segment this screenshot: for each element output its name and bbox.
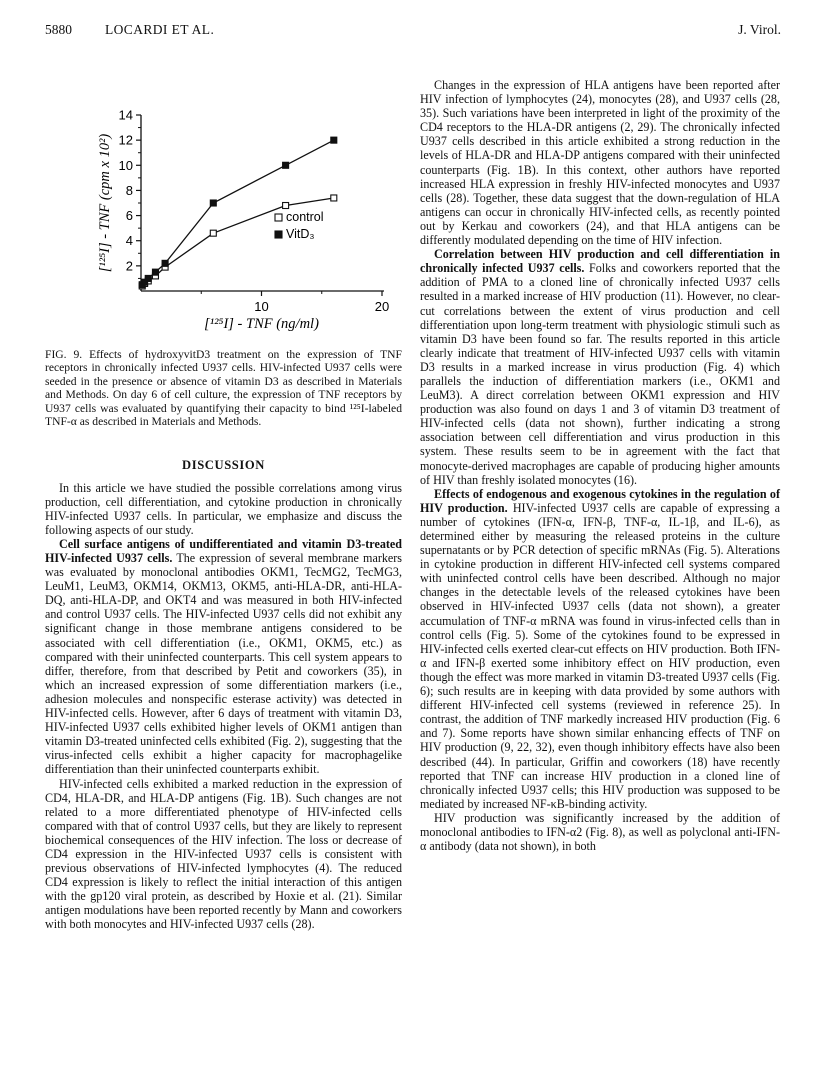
control-point: [331, 195, 337, 201]
paragraph-ifn-antibodies: HIV production was significantly increased by the addition of monoclonal antibodies to IFN-α2 (Fig. 8), as well as polyclonal anti-IFN-α antibody (data not shown), in both: [420, 810, 780, 854]
vitd3-point: [152, 269, 158, 275]
journal-name: J. Virol.: [738, 22, 781, 37]
chart-axes: [136, 115, 384, 296]
section-body: HIV-infected U937 cells are capable of expressing a number of cytokines (IFN-α, IFN-β, TNF-α, IL-1β, and IL-6), as determined either by measuring the released proteins in the culture supernatants or by PCR detection of specific mRNAs (Fig. 5). Alterations in cytokine production in different HIV-infected cell systems compared with uninfected control cells have been described. Although no major changes in the detectable levels of the released cytokines have been observed in HIV-infected U937 cells (data not shown), a greater accumulation of TNF-α mRNA was found in virus-infected cells than in control cells (Fig. 5). Some of the cytokines found to be expressed in HIV-infected cells exerted clear-cut effects on HIV production. Both IFN-α and IFN-β exerted some inhibitory effect on HIV production, even though the effect was more marked in vitamin D3-treated U937 cells (Fig. 6); such results are in keeping with data provided by some authors with different HIV-infected cell systems (reviewed in reference 25). In contrast, the addition of TNF markedly increased HIV production (Fig. 6 and 7). Some reports have shown similar enhancing effects of TNF on HIV production (9, 22, 32), even though inhibitory effects have also been described (44). In particular, Griffin and coworkers (18) have recently reported that TNF can increase HIV production in a cloned line of chronically infected U937 cells; this HIV production was supposed to be mediated by increased NF-κB-binding activity.: [420, 500, 780, 811]
figure-caption-text: Effects of hydroxyvitD3 treatment on the expression of TNF receptors in chronically infected U937 cells. HIV-infected U937 cells were seeded in the presence or absence of vitamin D3 as described in Materials and Methods. On day 6 of cell culture, the expression of TNF receptors by U937 cells was evaluated by quantifying their capacity to bind ¹²⁵I-labeled TNF-α as described in Materials and Methods.: [45, 348, 402, 429]
tnf-binding-chart: [45, 78, 402, 346]
y-tick-label: 4: [125, 233, 133, 249]
paragraph-cd4: HIV-infected cells exhibited a marked reduction in the expression of CD4, HLA-DR, and HLA-DP antigens (Fig. 1B). Such changes are not related to a more differentiated phenotype of HIV-infected cells compared with that of control U937 cells, but they are likely to represent biochemical consequences of the HIV infection. The loss or decrease of CD4 expression in the HIV-infected U937 cells is consistent with previous observations of HIV-infected lymphocytes (4). The reduced CD4 expression is likely to reflect the initial interaction of this antigen with the gp120 viral protein, as described by Hoxie et al. (21). Similar antigen modulations have been reported recently by Mann and coworkers with both monocytes and HIV-infected U937 cells (28).: [45, 776, 402, 932]
discussion-intro: In this article we have studied the possible correlations among virus production, cell differentiation, and cytokine production in chronically HIV-infected U937 cells. In particular, we emphasize and discuss the following aspects of our study.: [45, 480, 402, 537]
section-body: Folks and coworkers reported that the addition of PMA to a cloned line of chronically infected U937 cells resulted in a marked increase of HIV production (11). However, no clear-cut correlations between the extent of virus production and cell differentiation upon long-term treatment with physiologic stimuli such as vitamin D3 have been found so far. The results reported in this article clearly indicate that treatment of HIV-infected U937 cells with vitamin D3 results in a marked increase in virus production (Fig. 4) which parallels the induction of differentiation markers (i.e., OKM1 and LeuM3). A direct correlation between OKM1 expression and HIV production was also found on days 1 and 3 of vitamin D3 treatment of HIV-infected cells (data not shown), further indicating a strong association between cell differentiation and virus production in this system. These results seem to be in agreement with the fact that monocyte-derived macrophages are capable of producing higher amounts of HIV than freshly isolated monocytes (16).: [420, 261, 780, 487]
page-number: 5880: [45, 22, 72, 37]
y-tick-label: 12: [118, 132, 133, 148]
x-axis-label: [¹²⁵I] - TNF (ng/ml): [204, 316, 319, 332]
y-tick-label: 10: [118, 157, 133, 173]
discussion-heading: DISCUSSION: [182, 458, 265, 473]
legend-label-vitd3: VitD₃: [286, 227, 315, 241]
section-cell-surface: [45, 537, 402, 777]
vitd3-point: [162, 260, 168, 266]
vitd3-point: [210, 200, 216, 206]
y-tick-label: 2: [125, 258, 133, 274]
legend-marker-vitd3: [275, 231, 282, 238]
vitd3-point: [331, 137, 337, 143]
figure-caption: [45, 348, 402, 428]
section-hiv-differentiation: [420, 247, 780, 487]
vitd3-point: [145, 275, 151, 281]
section-heading: Correlation between HIV production and cell differentiation in chronically infected U937 cells.: [420, 247, 780, 276]
right-column: [420, 78, 780, 853]
section-heading: Cell surface antigens of undifferentiated and vitamin D3-treated HIV-infected U937 cells.: [45, 536, 402, 565]
x-tick-label: 20: [374, 299, 390, 314]
y-axis-label: [¹²⁵I] - TNF (cpm x 10²): [97, 133, 113, 273]
figure-label: FIG. 9.: [45, 348, 83, 361]
paragraph-hla: Changes in the expression of HLA antigens have been reported after HIV infection of lymphocytes (24), monocytes (28), and U937 cells (28, 35). Such variations have been interpreted in light of the proximity of the CD4 receptors to the HLA-DR antigens (2, 29). The chronically infected U937 cells described in this article exhibited a strong reduction in the levels of HLA-DR and HLA-DP antigens compared with their uninfected counterparts (Fig. 1B). In this context, other authors have reported increased HLA expression in freshly HIV-infected monocytes and U937 cells (28). Together, these data suggest that the down-regulation of HLA antigens can occur in chronically HIV-infected cells, as recently pointed out by Kerkau and coworkers (24), and that HLA antigens can be differently modulated depending on the time of HIV infection.: [420, 78, 780, 248]
y-tick-label: 6: [125, 208, 133, 224]
section-heading: Effects of endogenous and exogenous cytokines in the regulation of HIV production.: [420, 486, 780, 515]
legend-marker-control: [275, 214, 282, 221]
control-point: [210, 230, 216, 236]
section-body: The expression of several membrane markers was evaluated by monoclonal antibodies OKM1, TecMG2, TecMG3, LeuM1, LeuM3, OKM14, OKM13, OKM5, anti-HLA-DR, anti-HLA-DQ, anti-HLA-DP, and OKT4 and was measured in both HIV-infected and control U937 cells. The HIV-infected U937 cells did not exhibit any significant change in those membrane antigens considered to be associated with cell differentiation (i.e., OKM1, OKM5, etc.) as compared with their uninfected counterparts. This cell system appears to differ, therefore, from that described by Petit and coworkers (35), in which an increased expression of some differentiation markers (i.e., adhesion molecules and nonspecific esterase activity) was detected in HIV-infected cells. However, after 6 days of treatment with vitamin D3, HIV-infected U937 cells exhibited higher levels of OKM1 antigen than vitamin D3-treated uninfected cells exhibited (Fig. 2), suggesting that the virus-infected cells exhibit a higher capacity for macrophagelike differentiation than their uninfected counterparts exhibit.: [45, 551, 402, 777]
figure-9: [45, 78, 402, 346]
section-cytokines: [420, 487, 780, 811]
vitd3-point: [283, 162, 289, 168]
legend-label-control: control: [286, 210, 324, 224]
y-tick-label: 14: [118, 107, 133, 123]
left-column: [45, 78, 402, 932]
page-header: [45, 22, 781, 42]
x-tick-label: 10: [254, 299, 269, 314]
y-tick-label: 8: [125, 182, 133, 198]
control-point: [283, 203, 289, 209]
running-authors: LOCARDI ET AL.: [105, 22, 215, 37]
